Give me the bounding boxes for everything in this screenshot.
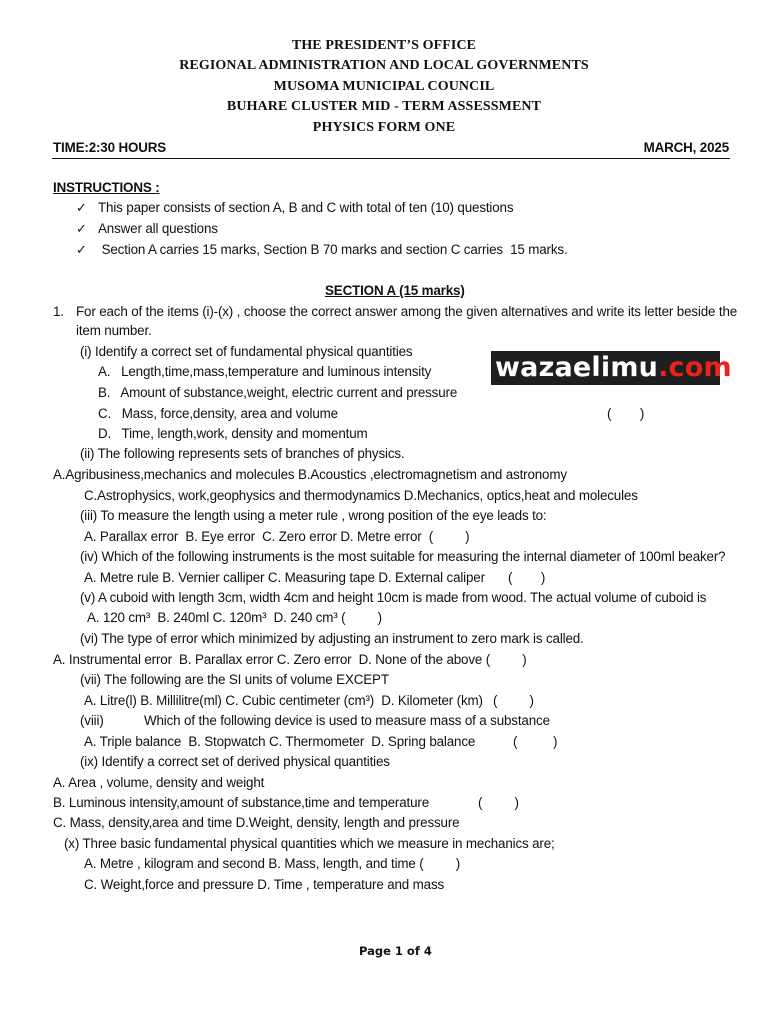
item-iii: (iii) To measure the length using a meter rule , wrong position of the eye leads to: — [80, 508, 547, 523]
question-stem: item number. — [76, 323, 152, 338]
item-ii: (ii) The following represents sets of branches of physics. — [80, 446, 405, 461]
item-vii: (vii) The following are the SI units of volume EXCEPT — [80, 672, 389, 687]
option-line: C. Mass, force,density, area and volume — [98, 406, 338, 421]
answer-blank: ( ) — [478, 795, 519, 810]
check-icon: ✓ — [76, 242, 87, 257]
check-icon: ✓ — [76, 200, 87, 215]
section-a-title: SECTION A (15 marks) — [325, 283, 465, 298]
wazaelimu-logo[interactable] — [491, 351, 732, 385]
question-stem: For each of the items (i)-(x) , choose the correct answer among the given alternatives and write its letter beside the — [76, 304, 738, 319]
answer-blank: ( ) — [513, 734, 558, 749]
item-i: (i) Identify a correct set of fundamental physical quantities — [80, 344, 413, 359]
subject-heading: PHYSICS FORM ONE — [312, 120, 456, 135]
option-line: C. Mass, density,area and time D.Weight, density, length and pressure — [53, 815, 460, 830]
instructions-title: INSTRUCTIONS : — [53, 180, 160, 195]
office-heading: THE PRESIDENT’S OFFICE — [291, 38, 477, 53]
option-line: A. Metre rule B. Vernier calliper C. Measuring tape D. External caliper — [84, 570, 485, 585]
logo-domain: .com — [658, 352, 732, 383]
item-iv: (iv) Which of the following instruments is the most suitable for measuring the internal diameter of 100ml beaker? — [80, 549, 726, 564]
ministry-heading: REGIONAL ADMINISTRATION AND LOCAL GOVERNMENTS — [179, 58, 589, 73]
option-line: A. Litre(l) B. Millilitre(ml) C. Cubic centimeter (cm³) D. Kilometer (km) — [84, 693, 483, 708]
exam-duration: TIME:2:30 HOURS — [53, 140, 167, 155]
answer-blank: ( ) — [493, 693, 534, 708]
option-line: A. Instrumental error B. Parallax error C. Zero error D. None of the above ( ) — [53, 652, 527, 667]
option-line: C.Astrophysics, work,geophysics and thermodynamics D.Mechanics, optics,heat and molecules — [84, 488, 638, 503]
item-vi: (vi) The type of error which minimized by adjusting an instrument to zero mark is called. — [80, 631, 584, 646]
option-line: B. Amount of substance,weight, electric current and pressure — [98, 385, 458, 400]
option-line: A. Parallax error B. Eye error C. Zero error D. Metre error ( ) — [84, 529, 470, 544]
option-line: A. Triple balance B. Stopwatch C. Thermometer D. Spring balance — [84, 734, 476, 749]
item-ix: (ix) Identify a correct set of derived physical quantities — [80, 754, 390, 769]
item-x: (x) Three basic fundamental physical quantities which we measure in mechanics are; — [64, 836, 555, 851]
option-line: A. 120 cm³ B. 240ml C. 120m³ D. 240 cm³ ( ) — [87, 610, 382, 625]
option-line: B. Luminous intensity,amount of substance,time and temperature — [53, 795, 430, 810]
page-number: Page 1 of 4 — [359, 944, 432, 958]
option-line: A. Metre , kilogram and second B. Mass, length, and time ( ) — [84, 856, 461, 871]
assessment-heading: BUHARE CLUSTER MID - TERM ASSESSMENT — [226, 99, 542, 114]
instruction-item: This paper consists of section A, B and C with total of ten (10) questions — [98, 200, 514, 215]
option-line: C. Weight,force and pressure D. Time , temperature and mass — [84, 877, 445, 892]
option-line: A. Area , volume, density and weight — [53, 775, 265, 790]
logo-text: wazaelimu — [495, 352, 659, 383]
check-icon: ✓ — [76, 221, 87, 236]
option-line: A.Agribusiness,mechanics and molecules B.Acoustics ,electromagnetism and astronomy — [53, 467, 567, 482]
question-number: 1. — [53, 304, 64, 319]
council-heading: MUSOMA MUNICIPAL COUNCIL — [273, 79, 495, 94]
answer-blank: ( ) — [607, 406, 645, 421]
exam-date: MARCH, 2025 — [643, 140, 729, 155]
answer-blank: ( ) — [508, 570, 546, 585]
option-line: A. Length,time,mass,temperature and luminous intensity — [98, 364, 432, 379]
option-line: D. Time, length,work, density and momentum — [98, 426, 368, 441]
item-v: (v) A cuboid with length 3cm, width 4cm and height 10cm is made from wood. The actual volume of cuboid is — [80, 590, 707, 605]
item-viii: (viii) — [80, 713, 104, 728]
header-divider — [52, 158, 730, 159]
instruction-item: Section A carries 15 marks, Section B 70 marks and section C carries 15 marks. — [98, 242, 568, 257]
question-text: Which of the following device is used to measure mass of a substance — [144, 713, 550, 728]
instruction-item: Answer all questions — [98, 221, 218, 236]
